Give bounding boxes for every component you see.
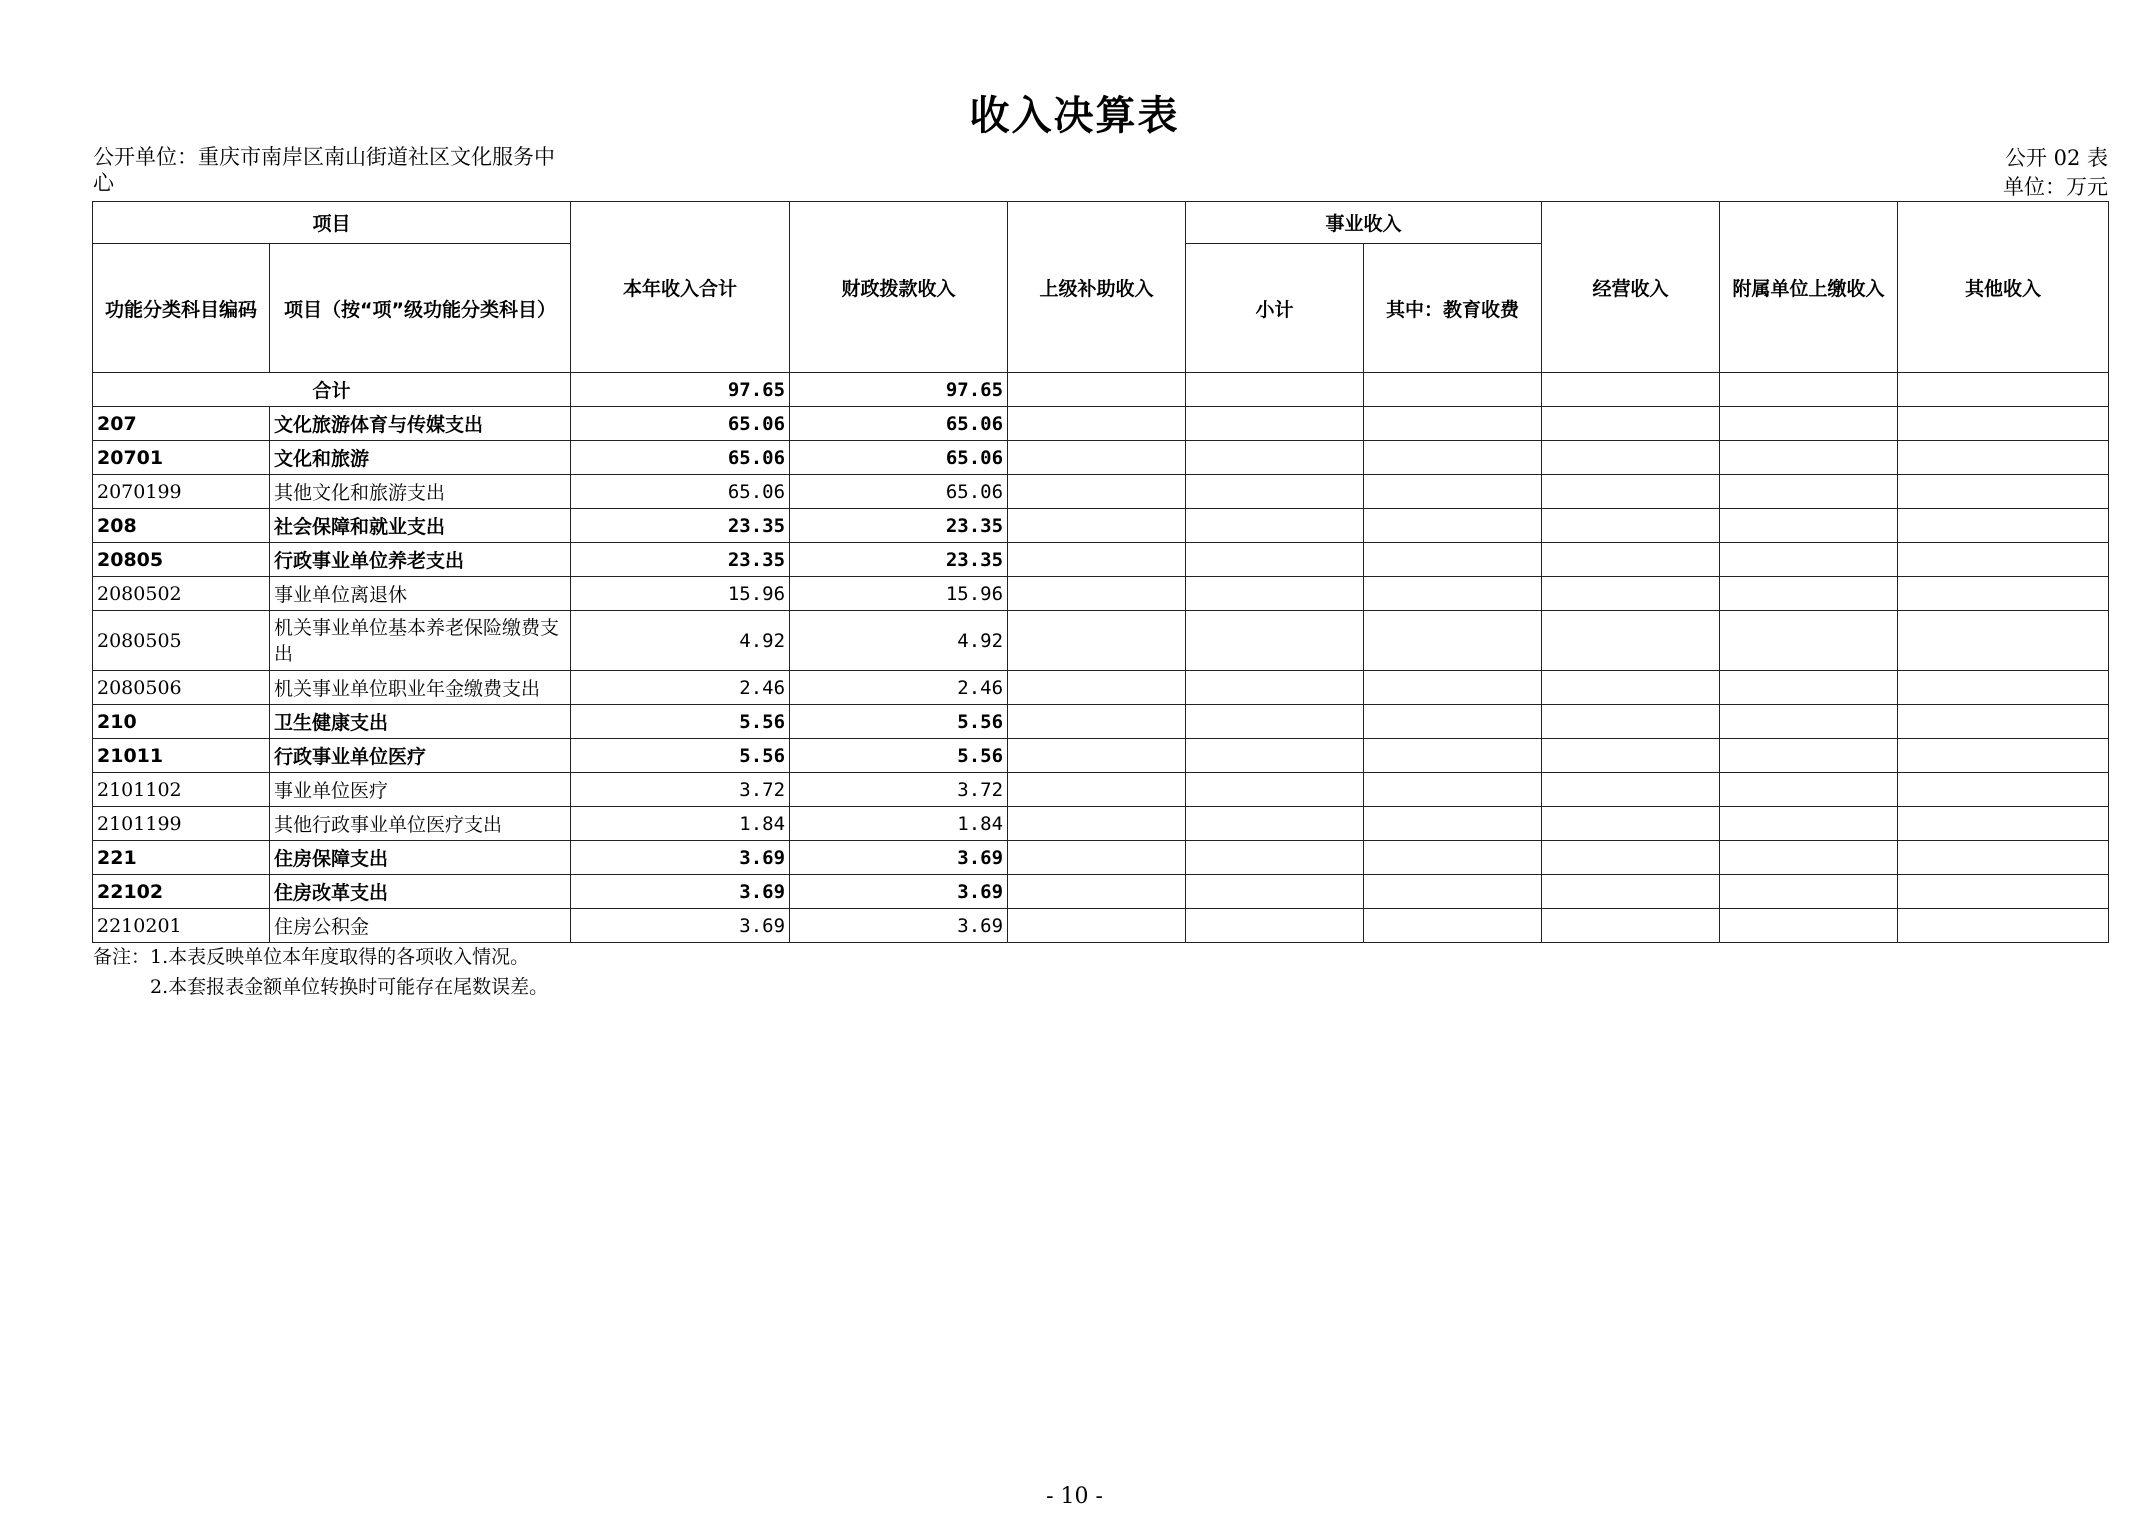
row-fiscal: 1.84: [790, 807, 1008, 841]
empty-cell: [1008, 705, 1186, 739]
row-fiscal: 65.06: [790, 475, 1008, 509]
row-name: 文化旅游体育与传媒支出: [270, 407, 571, 441]
row-name: 事业单位离退休: [270, 577, 571, 611]
empty-cell: [1364, 739, 1542, 773]
row-total: 3.69: [571, 875, 790, 909]
empty-cell: [1898, 577, 2109, 611]
row-fiscal: 65.06: [790, 407, 1008, 441]
empty-cell: [1186, 671, 1364, 705]
row-total: 3.72: [571, 773, 790, 807]
empty-cell: [1186, 611, 1364, 671]
row-fiscal: 3.69: [790, 875, 1008, 909]
empty-cell: [1186, 543, 1364, 577]
empty-cell: [1186, 705, 1364, 739]
row-total: 15.96: [571, 577, 790, 611]
row-total: 5.56: [571, 739, 790, 773]
empty-cell: [1720, 373, 1898, 407]
form-code: 公开 02 表: [2004, 146, 2108, 170]
empty-cell: [1542, 909, 1720, 943]
table-row: [93, 807, 2109, 841]
empty-cell: [1720, 543, 1898, 577]
table-row: [93, 475, 2109, 509]
empty-cell: [1898, 807, 2109, 841]
empty-cell: [1364, 577, 1542, 611]
income-table: [92, 201, 2109, 943]
empty-cell: [1364, 407, 1542, 441]
reporting-unit-line1: 公开单位：重庆市南岸区南山街道社区文化服务中: [93, 145, 555, 169]
empty-cell: [1898, 407, 2109, 441]
table-row: [93, 441, 2109, 475]
total-label: 合计: [93, 373, 571, 407]
row-code: 2101199: [93, 807, 270, 841]
empty-cell: [1542, 373, 1720, 407]
empty-cell: [1008, 875, 1186, 909]
empty-cell: [1542, 705, 1720, 739]
empty-cell: [1720, 509, 1898, 543]
empty-cell: [1542, 475, 1720, 509]
header-row-1: [93, 202, 2109, 244]
empty-cell: [1720, 807, 1898, 841]
empty-cell: [1720, 739, 1898, 773]
table-row: [93, 509, 2109, 543]
empty-cell: [1720, 773, 1898, 807]
row-fiscal: 65.06: [790, 441, 1008, 475]
table-row: [93, 577, 2109, 611]
empty-cell: [1364, 509, 1542, 543]
row-name: 住房改革支出: [270, 875, 571, 909]
table-row: [93, 407, 2109, 441]
empty-cell: [1898, 475, 2109, 509]
row-name: 事业单位医疗: [270, 773, 571, 807]
empty-cell: [1720, 577, 1898, 611]
empty-cell: [1008, 577, 1186, 611]
empty-cell: [1720, 841, 1898, 875]
empty-cell: [1898, 611, 2109, 671]
header-project: 项目: [93, 202, 571, 244]
empty-cell: [1186, 773, 1364, 807]
empty-cell: [1008, 509, 1186, 543]
empty-cell: [1186, 475, 1364, 509]
empty-cell: [1898, 909, 2109, 943]
table-row: [93, 611, 2109, 671]
row-name: 行政事业单位养老支出: [270, 543, 571, 577]
empty-cell: [1720, 705, 1898, 739]
row-fiscal: 3.69: [790, 841, 1008, 875]
row-code: 221: [93, 841, 270, 875]
row-name: 机关事业单位基本养老保险缴费支出: [270, 611, 571, 671]
row-total: 3.69: [571, 909, 790, 943]
empty-cell: [1898, 773, 2109, 807]
header-education: 其中：教育收费: [1364, 244, 1542, 373]
row-fiscal: 23.35: [790, 509, 1008, 543]
empty-cell: [1008, 475, 1186, 509]
empty-cell: [1898, 739, 2109, 773]
currency-unit: 单位：万元: [2003, 175, 2108, 199]
empty-cell: [1898, 671, 2109, 705]
empty-cell: [1008, 739, 1186, 773]
row-name: 其他文化和旅游支出: [270, 475, 571, 509]
row-total: 65.06: [571, 441, 790, 475]
total-row: [93, 373, 2109, 407]
total-fiscal: 97.65: [790, 373, 1008, 407]
header-business: 事业收入: [1186, 202, 1542, 244]
table-row: [93, 671, 2109, 705]
row-name: 机关事业单位职业年金缴费支出: [270, 671, 571, 705]
header-other: 其他收入: [1898, 202, 2109, 373]
row-code: 21011: [93, 739, 270, 773]
empty-cell: [1008, 807, 1186, 841]
row-fiscal: 3.72: [790, 773, 1008, 807]
row-code: 2080505: [93, 611, 270, 671]
header-total: 本年收入合计: [571, 202, 790, 373]
empty-cell: [1898, 875, 2109, 909]
row-fiscal: 3.69: [790, 909, 1008, 943]
row-total: 65.06: [571, 475, 790, 509]
row-fiscal: 5.56: [790, 705, 1008, 739]
empty-cell: [1364, 475, 1542, 509]
form-info: [2003, 144, 2108, 202]
note-line-1: 备注：1.本表反映单位本年度取得的各项收入情况。: [93, 946, 530, 968]
note-line-2: 2.本套报表金额单位转换时可能存在尾数误差。: [150, 976, 549, 998]
row-code: 2080506: [93, 671, 270, 705]
row-fiscal: 4.92: [790, 611, 1008, 671]
empty-cell: [1898, 543, 2109, 577]
header-operating: 经营收入: [1542, 202, 1720, 373]
row-fiscal: 23.35: [790, 543, 1008, 577]
row-code: 20805: [93, 543, 270, 577]
empty-cell: [1364, 611, 1542, 671]
row-total: 5.56: [571, 705, 790, 739]
empty-cell: [1542, 841, 1720, 875]
empty-cell: [1008, 611, 1186, 671]
empty-cell: [1364, 373, 1542, 407]
header-func-name: 项目（按“项”级功能分类科目）: [270, 244, 571, 373]
empty-cell: [1186, 577, 1364, 611]
empty-cell: [1898, 373, 2109, 407]
empty-cell: [1186, 509, 1364, 543]
empty-cell: [1542, 407, 1720, 441]
row-total: 23.35: [571, 543, 790, 577]
empty-cell: [1542, 441, 1720, 475]
empty-cell: [1364, 441, 1542, 475]
row-total: 4.92: [571, 611, 790, 671]
empty-cell: [1008, 773, 1186, 807]
header-func-code: 功能分类科目编码: [93, 244, 270, 373]
empty-cell: [1186, 909, 1364, 943]
row-fiscal: 15.96: [790, 577, 1008, 611]
empty-cell: [1364, 875, 1542, 909]
empty-cell: [1542, 739, 1720, 773]
empty-cell: [1364, 543, 1542, 577]
empty-cell: [1364, 841, 1542, 875]
row-name: 其他行政事业单位医疗支出: [270, 807, 571, 841]
empty-cell: [1720, 407, 1898, 441]
table-row: [93, 543, 2109, 577]
notes: [93, 942, 548, 1002]
empty-cell: [1898, 441, 2109, 475]
empty-cell: [1542, 611, 1720, 671]
empty-cell: [1186, 841, 1364, 875]
empty-cell: [1720, 909, 1898, 943]
table-row: [93, 739, 2109, 773]
empty-cell: [1542, 875, 1720, 909]
table-row: [93, 875, 2109, 909]
empty-cell: [1008, 543, 1186, 577]
empty-cell: [1186, 807, 1364, 841]
table-row: [93, 773, 2109, 807]
header-superior: 上级补助收入: [1008, 202, 1186, 373]
row-code: 207: [93, 407, 270, 441]
empty-cell: [1186, 739, 1364, 773]
row-name: 行政事业单位医疗: [270, 739, 571, 773]
empty-cell: [1008, 441, 1186, 475]
row-name: 住房公积金: [270, 909, 571, 943]
row-name: 卫生健康支出: [270, 705, 571, 739]
empty-cell: [1720, 875, 1898, 909]
reporting-unit-line2: 心: [93, 171, 114, 195]
empty-cell: [1364, 671, 1542, 705]
table-row: [93, 909, 2109, 943]
header-affiliate: 附属单位上缴收入: [1720, 202, 1898, 373]
row-code: 2101102: [93, 773, 270, 807]
empty-cell: [1542, 671, 1720, 705]
row-code: 2080502: [93, 577, 270, 611]
empty-cell: [1542, 773, 1720, 807]
empty-cell: [1008, 671, 1186, 705]
header-fiscal: 财政拨款收入: [790, 202, 1008, 373]
page-title: 收入决算表: [969, 93, 1180, 139]
empty-cell: [1186, 875, 1364, 909]
empty-cell: [1542, 577, 1720, 611]
row-name: 文化和旅游: [270, 441, 571, 475]
row-code: 20701: [93, 441, 270, 475]
row-code: 2210201: [93, 909, 270, 943]
header-subtotal: 小计: [1186, 244, 1364, 373]
empty-cell: [1186, 441, 1364, 475]
empty-cell: [1720, 671, 1898, 705]
row-total: 3.69: [571, 841, 790, 875]
empty-cell: [1186, 407, 1364, 441]
empty-cell: [1008, 373, 1186, 407]
empty-cell: [1898, 509, 2109, 543]
row-code: 208: [93, 509, 270, 543]
empty-cell: [1364, 773, 1542, 807]
empty-cell: [1542, 543, 1720, 577]
empty-cell: [1898, 841, 2109, 875]
row-total: 2.46: [571, 671, 790, 705]
empty-cell: [1186, 373, 1364, 407]
row-total: 65.06: [571, 407, 790, 441]
row-fiscal: 2.46: [790, 671, 1008, 705]
empty-cell: [1008, 909, 1186, 943]
empty-cell: [1720, 475, 1898, 509]
row-code: 210: [93, 705, 270, 739]
reporting-unit: [93, 144, 583, 196]
table-row: [93, 841, 2109, 875]
empty-cell: [1008, 407, 1186, 441]
empty-cell: [1720, 441, 1898, 475]
row-code: 22102: [93, 875, 270, 909]
row-fiscal: 5.56: [790, 739, 1008, 773]
empty-cell: [1364, 705, 1542, 739]
total-amount: 97.65: [571, 373, 790, 407]
row-total: 23.35: [571, 509, 790, 543]
table-row: [93, 705, 2109, 739]
page-number: - 10 -: [1046, 1484, 1103, 1509]
row-total: 1.84: [571, 807, 790, 841]
row-name: 住房保障支出: [270, 841, 571, 875]
empty-cell: [1898, 705, 2109, 739]
empty-cell: [1542, 807, 1720, 841]
row-code: 2070199: [93, 475, 270, 509]
empty-cell: [1364, 909, 1542, 943]
empty-cell: [1720, 611, 1898, 671]
row-name: 社会保障和就业支出: [270, 509, 571, 543]
empty-cell: [1364, 807, 1542, 841]
empty-cell: [1542, 509, 1720, 543]
empty-cell: [1008, 841, 1186, 875]
